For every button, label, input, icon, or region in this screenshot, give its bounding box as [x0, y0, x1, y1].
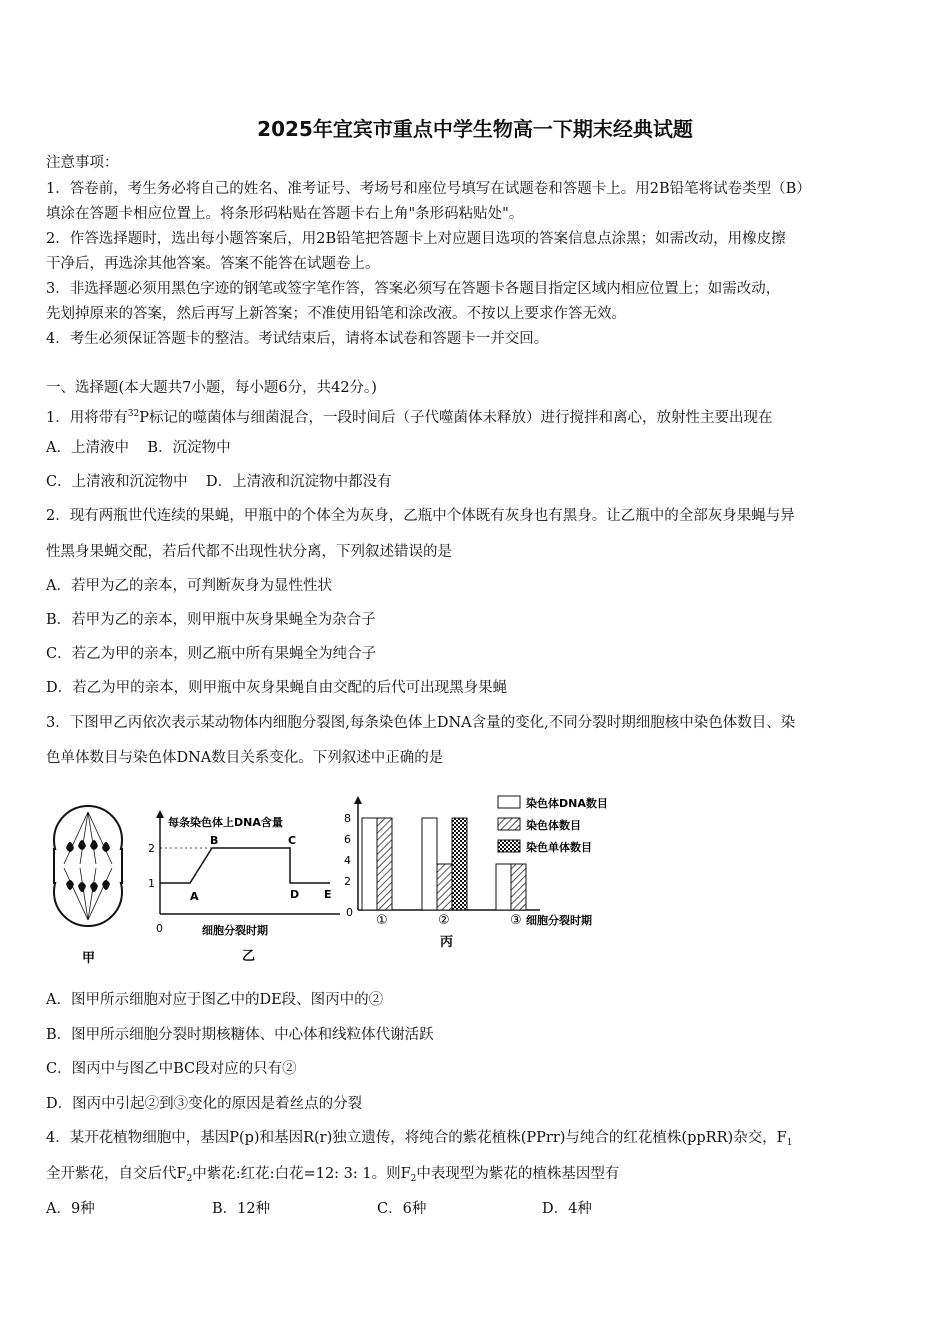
legend-swatch-dna	[498, 796, 520, 808]
bar-2-series-2	[437, 864, 452, 910]
question-4-line1: 4．某开花植物细胞中，基因P(p)和基因R(r)独立遗传，将纯合的紫花植株(PPrr)与纯合的红花植株(ppRR)杂交，$F_1$	[46, 1130, 793, 1148]
legend-swatch-chromatid	[498, 840, 520, 852]
bing-tick-2: 2	[344, 875, 351, 888]
q4-option-b[interactable]: B．12种	[212, 1201, 271, 1217]
question-4-line2: 全开紫花，自交后代$F_2$中紫花:红花:白花=12: 3: 1。则$F_2$中表现型为紫花的植株基因型有	[46, 1166, 620, 1184]
section-heading: 一、选择题(本大题共7小题，每小题6分，共42分。)	[46, 380, 377, 396]
yi-point-e: E	[324, 888, 332, 901]
bar-3-series-1	[496, 864, 511, 910]
notice-line: 先划掉原来的答案，然后再写上新答案；不准使用铅笔和涂改液。不按以上要求作答无效。	[46, 306, 626, 322]
notice-line: 3．非选择题必须用黑色字迹的钢笔或签字笔作答，答案必须写在答题卡各题目指定区域内相应位置上；如需改动，	[46, 281, 781, 297]
question-1: 1．用将带有$^{32}$P标记的噬菌体与细菌混合，一段时间后（子代噬菌体未释放）进行搅拌和离心，放射性主要出现在	[46, 409, 773, 426]
q3-option-c[interactable]: C．图丙中与图乙中BC段对应的只有②	[46, 1061, 297, 1077]
question-3-line1: 3．下图甲乙丙依次表示某动物体内细胞分裂图,每条染色体上DNA含量的变化,不同分裂时期细胞核中染色体数目、染	[46, 715, 796, 731]
bing-xlabel: 细胞分裂时期	[526, 914, 592, 927]
q1-options-cd	[46, 472, 392, 492]
label-yi: 乙	[242, 949, 256, 964]
question-3-line2: 色单体数目与染色体DNA数目关系变化。下列叙述中正确的是	[46, 750, 444, 766]
bing-tick-4: 4	[344, 854, 351, 867]
yi-point-d: D	[290, 888, 300, 901]
legend-chromatid: 染色单体数目	[526, 841, 592, 854]
yi-tick-1: 1	[148, 877, 155, 890]
notice-line: 4．考生必须保证答题卡的整洁。考试结束后，请将本试卷和答题卡一并交回。	[46, 331, 549, 347]
bar-2-series-1	[422, 818, 437, 910]
cell-diagram-jia	[54, 806, 122, 966]
bar-3-series-2	[511, 864, 526, 910]
question-2-line2: 性黑身果蝇交配，若后代都不出现性状分离，下列叙述错误的是	[46, 544, 452, 560]
label-bing: 丙	[440, 935, 454, 950]
q3-option-a[interactable]: A．图甲所示细胞对应于图乙中的DE段、图丙中的②	[46, 992, 384, 1008]
bing-tick-8: 8	[344, 812, 351, 825]
q1-option-c[interactable]: C．上清液和沉淀物中	[46, 474, 188, 490]
notice-line: 填涂在答题卡相应位置上。将条形码粘贴在答题卡右上角"条形码粘贴处"。	[46, 206, 524, 222]
q1-options-ab	[46, 438, 231, 458]
q1-option-d[interactable]: D．上清液和沉淀物中都没有	[206, 474, 392, 490]
bing-legend	[498, 796, 608, 854]
yi-point-a: A	[190, 890, 199, 903]
bar-1-series-1	[362, 818, 377, 910]
q4-option-d[interactable]: D．4种	[542, 1201, 592, 1217]
bing-cat-2: ②	[438, 913, 450, 928]
q2-option-a[interactable]: A．若甲为乙的亲本，可判断灰身为显性性状	[46, 578, 332, 594]
q2-option-d[interactable]: D．若乙为甲的亲本，则甲瓶中灰身果蝇自由交配的后代可出现黑身果蝇	[46, 680, 508, 696]
q2-option-c[interactable]: C．若乙为甲的亲本，则乙瓶中所有果蝇全为纯合子	[46, 646, 377, 662]
bing-cat-3: ③	[510, 913, 522, 928]
notice-line: 1．答卷前，考生务必将自己的姓名、准考证号、考场号和座位号填写在试题卷和答题卡上。用2B铅笔将试卷类型（B）	[46, 181, 811, 197]
yi-xlabel: 细胞分裂时期	[202, 924, 268, 937]
q3-figure	[40, 788, 640, 968]
q2-option-b[interactable]: B．若甲为乙的亲本，则甲瓶中灰身果蝇全为杂合子	[46, 612, 376, 628]
bing-tick-0: 0	[346, 906, 353, 919]
yi-tick-2: 2	[148, 842, 155, 855]
yi-title: 每条染色体上DNA含量	[168, 816, 283, 829]
bing-cat-1: ①	[376, 913, 388, 928]
notice-line: 2．作答选择题时，选出每小题答案后，用2B铅笔把答题卡上对应题目选项的答案信息点涂黑；如需改动，用橡皮擦	[46, 231, 786, 247]
legend-dna: 染色体DNA数目	[526, 797, 608, 810]
question-2-line1: 2．现有两瓶世代连续的果蝇，甲瓶中的个体全为灰身，乙瓶中个体既有灰身也有黑身。让乙瓶中的全部灰身果蝇与异	[46, 508, 795, 524]
bing-tick-6: 6	[344, 833, 351, 846]
line-chart-yi	[148, 810, 340, 964]
q1-option-a[interactable]: A．上清液中	[46, 440, 129, 456]
yi-series-line	[160, 848, 330, 883]
yi-point-b: B	[210, 834, 219, 847]
legend-swatch-chromosome	[498, 818, 520, 830]
q4-option-c[interactable]: C．6种	[377, 1201, 427, 1217]
yi-tick-0: 0	[156, 922, 163, 935]
bar-1-series-2	[377, 818, 392, 910]
q3-option-b[interactable]: B．图甲所示细胞分裂时期核糖体、中心体和线粒体代谢活跃	[46, 1027, 434, 1043]
yi-point-c: C	[288, 834, 297, 847]
label-jia: 甲	[82, 951, 96, 966]
notice-line: 干净后，再选涂其他答案。答案不能答在试题卷上。	[46, 256, 380, 272]
q3-option-d[interactable]: D．图丙中引起②到③变化的原因是着丝点的分裂	[46, 1096, 363, 1112]
legend-chromosome: 染色体数目	[526, 819, 581, 832]
bar-2-series-3	[452, 818, 467, 910]
page-title: 2025年宜宾市重点中学生物高一下期末经典试题	[257, 117, 693, 141]
q4-option-a[interactable]: A．9种	[46, 1201, 95, 1217]
notice-heading: 注意事项：	[46, 155, 119, 171]
q1-option-b[interactable]: B．沉淀物中	[147, 440, 231, 456]
